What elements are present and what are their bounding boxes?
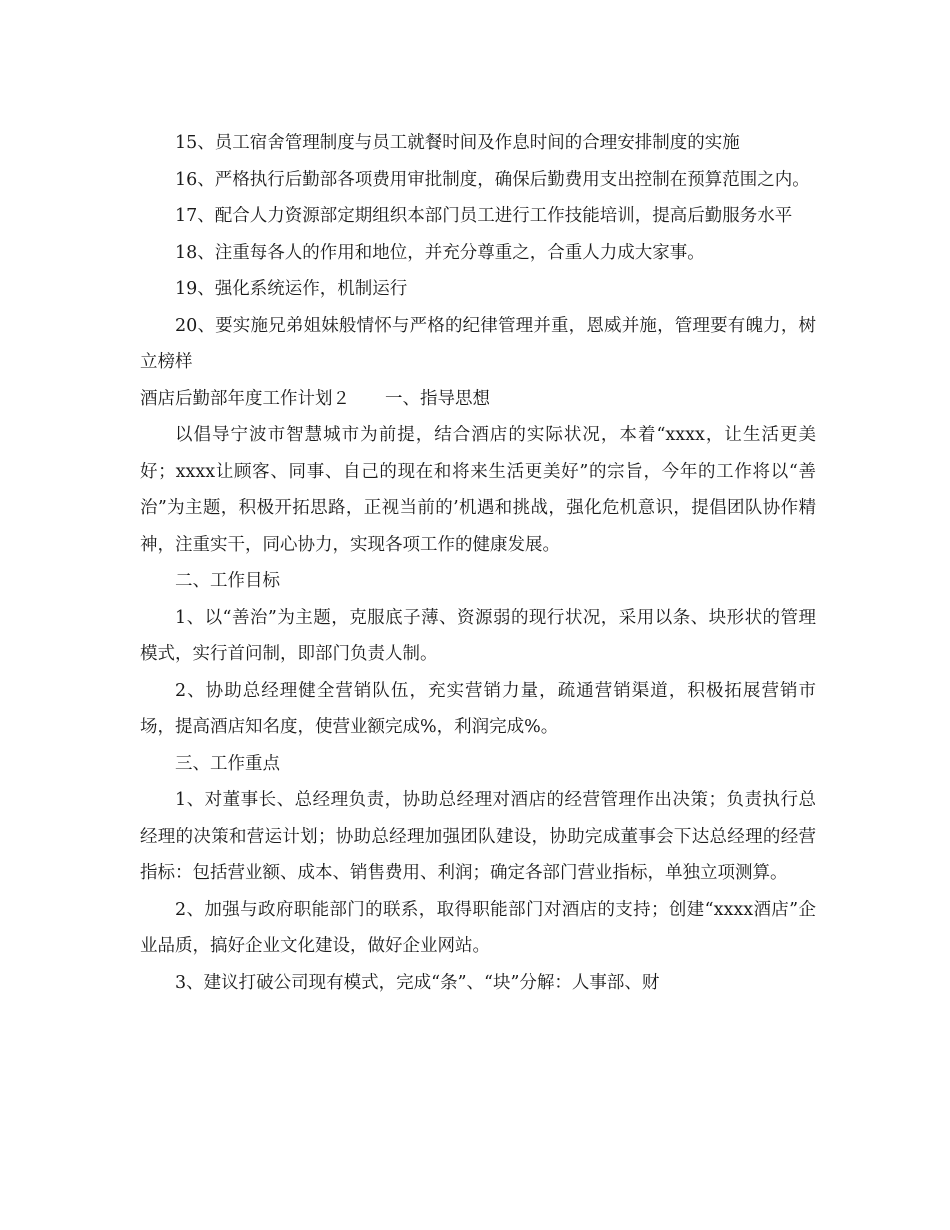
paragraph-goal-2: 2、协助总经理健全营销队伍，充实营销力量，疏通营销渠道，积极拓展营销市场，提高酒店知名度，使营业额完成%，利润完成%。 [140,680,816,737]
paragraph-item-18: 18、注重每各人的作用和地位，并充分尊重之，合重人力成大家事。 [175,242,705,263]
paragraph-item-16: 16、严格执行后勤部各项费用审批制度，确保后勤费用支出控制在预算范围之内。 [175,169,810,190]
paragraph-goal-1: 1、以“善治”为主题，克服底子薄、资源弱的现行状况，采用以条、块形状的管理模式，实行首问制，即部门负责人制。 [140,607,816,664]
document-body [140,125,816,1001]
section-title-guiding-thought: 酒店后勤部年度工作计划２ 一、指导思想 [140,388,490,409]
section-heading-focus: 三、工作重点 [175,753,280,774]
paragraph-item-20: 20、要实施兄弟姐妹般情怀与严格的纪律管理并重，恩威并施，管理要有魄力，树立榜样 [140,315,816,372]
paragraph-focus-3: 3、建议打破公司现有模式，完成“条”、“块”分解：人事部、财 [175,972,660,993]
section-heading-goals: 二、工作目标 [175,571,280,591]
paragraph-item-15: 15、员工宿舍管理制度与员工就餐时间及作息时间的合理安排制度的实施 [175,133,740,153]
paragraph-focus-1: 1、对董事长、总经理负责，协助总经理对酒店的经营管理作出决策；负责执行总经理的决策和营运计划；协助总经理加强团队建设，协助完成董事会下达总经理的经营指标：包括营业额、成本、销售费用、利润；确定各部门营业指标，单独立项测算。 [140,790,816,883]
paragraph-focus-2: 2、加强与政府职能部门的联系，取得职能部门对酒店的支持；创建“xxxx酒店”企业品质，搞好企业文化建设，做好企业网站。 [140,899,816,956]
paragraph-guiding-thought: 以倡导宁波市智慧城市为前提，结合酒店的实际状况，本着“xxxx，让生活更美好；xxxx让顾客、同事、自己的现在和将来生活更美好”的宗旨，今年的工作将以“善治”为主题，积极开拓思路，正视当前的’机遇和挑战，强化危机意识，提倡团队协作精神，注重实干，同心协力，实现各项工作的健康发展。 [140,425,816,555]
paragraph-item-17: 17、配合人力资源部定期组织本部门员工进行工作技能培训，提高后勤服务水平 [175,206,793,226]
paragraph-item-19: 19、强化系统运作，机制运行 [175,279,408,299]
